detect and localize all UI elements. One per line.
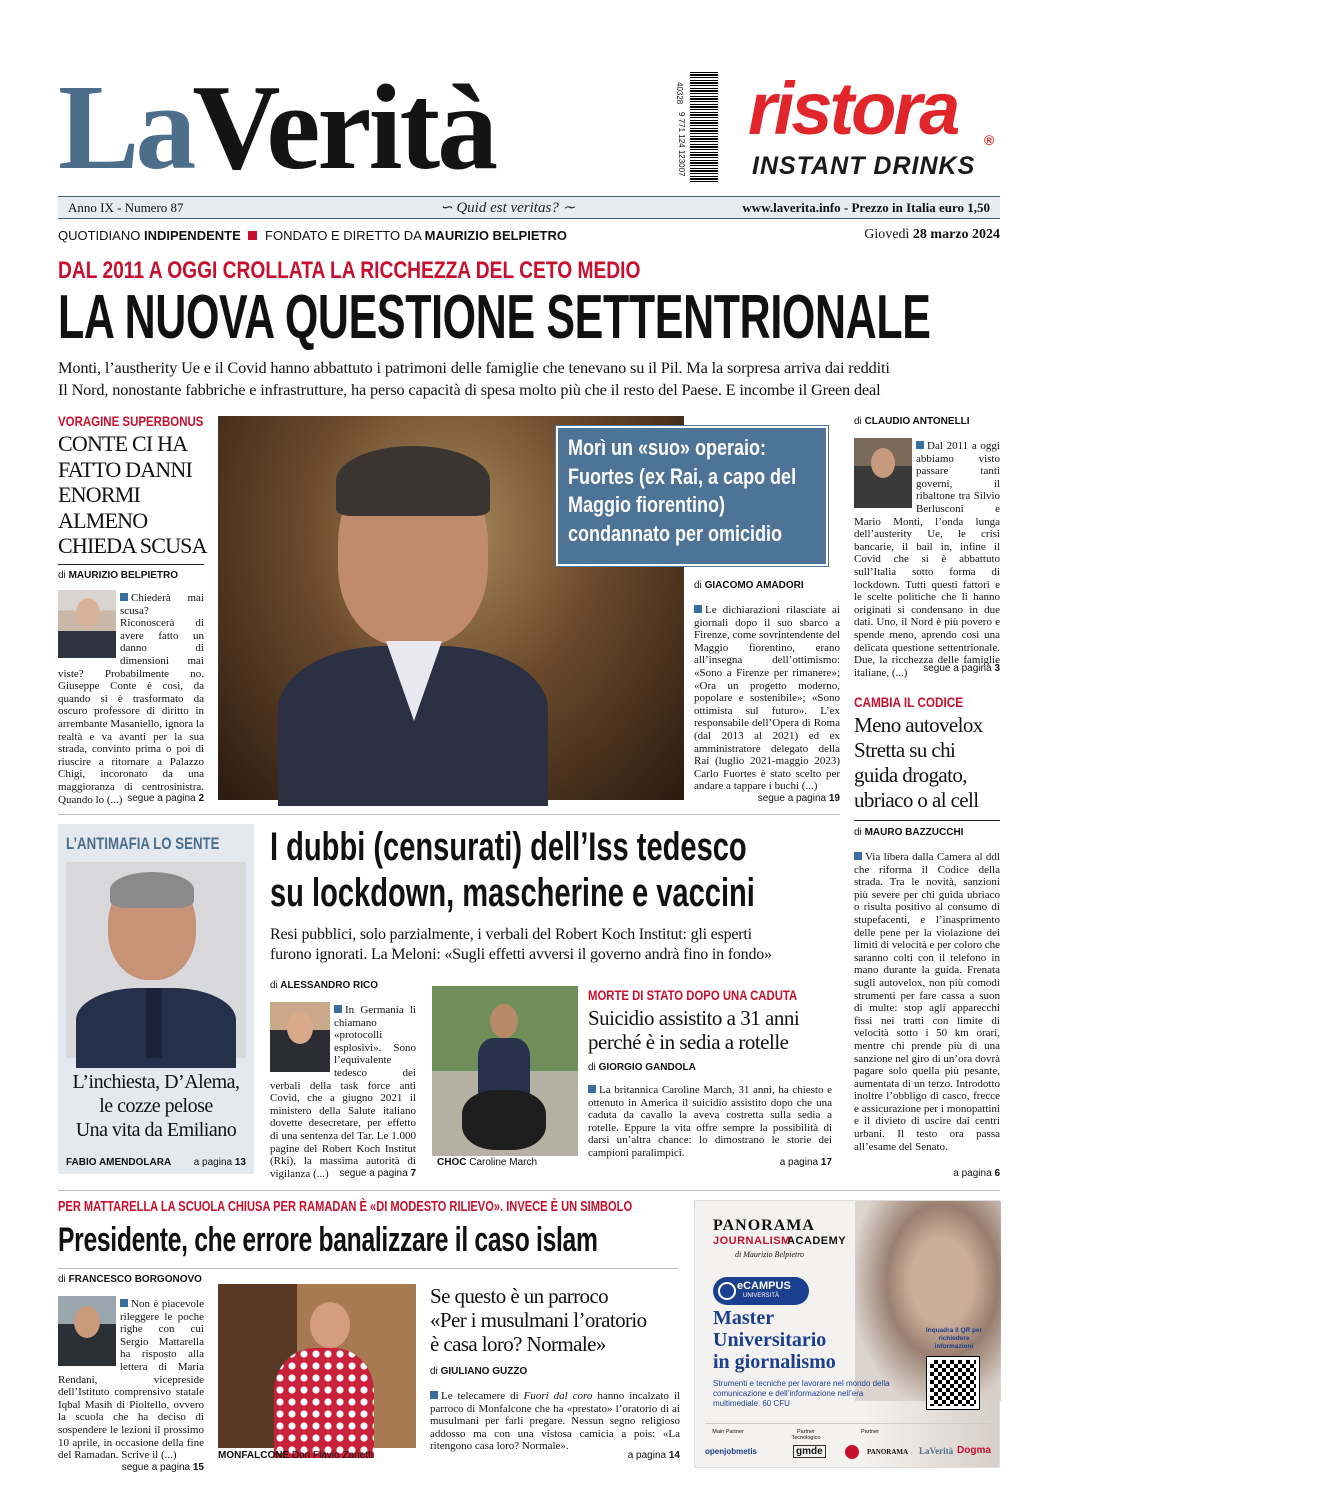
- shirt-shape: [274, 1348, 374, 1458]
- ristora-ad[interactable]: [748, 67, 1000, 184]
- caption-bold: MONFALCONE: [218, 1450, 290, 1461]
- byline-di: di: [854, 416, 862, 427]
- antimafia-kicker: L’ANTIMAFIA LO SENTE: [66, 834, 220, 853]
- ad-title-3: in giornalismo: [713, 1351, 836, 1373]
- paragraph-marker-icon: [588, 1085, 596, 1093]
- face-icon: [310, 1302, 350, 1348]
- byline-author: MAURO BAZZUCCHI: [864, 827, 964, 838]
- follow-page: 13: [234, 1157, 246, 1168]
- partner-logo-icon: [845, 1445, 859, 1459]
- body-text-italic: Fuori dal coro: [523, 1390, 593, 1402]
- caption-line: le cozze pelose: [99, 1095, 213, 1117]
- barcode-bars: [690, 72, 718, 182]
- follow-label: segue a pagina: [339, 1168, 408, 1179]
- suicidio-follow[interactable]: [588, 1157, 832, 1168]
- masthead: [0, 0, 1057, 250]
- parroco-headline-line: Se questo è un parroco: [430, 1284, 609, 1308]
- ecampus-icon: [718, 1282, 736, 1300]
- suicidio-body: [588, 1084, 832, 1160]
- float-spacer: [58, 592, 120, 660]
- ad-sub1: JOURNALISM: [713, 1235, 791, 1247]
- tie-shape: [146, 988, 162, 1058]
- byline-di: di: [270, 980, 278, 991]
- follow-label: a pagina: [627, 1450, 667, 1461]
- body-text: Dal 2011 a oggi abbiamo visto passare tanti governi, il ribaltone tra Silvio Berlusconi e Mario Monti, l’onda lunga dell’austerity Ue, le crisi bancarie, il bail in, infine il Covid che si è abbattuto sull’Italia sotto forma di lockdown. Tutti questi fattori e le scelte politiche che li hanno originati si condensano in due dati. Uno, il Nord è più povero e spende meno, aprendo così una delicata questione settentrionale. Due, la ricchezza delle famiglie italiane, (...): [854, 440, 1000, 679]
- byline-author: CLAUDIO ANTONELLI: [864, 416, 970, 427]
- partner-label-3: Partner: [861, 1429, 880, 1435]
- date-rest: 28 marzo 2024: [912, 227, 1000, 242]
- paragraph-marker-icon: [120, 593, 128, 601]
- islam-kicker: PER MATTARELLA LA SCUOLA CHIUSA PER RAMADAN È «DI MODESTO RILIEVO». INVECE È UN SIMBOLO: [58, 1199, 633, 1215]
- antonelli-follow[interactable]: [854, 663, 1000, 674]
- follow-page: 15: [192, 1462, 204, 1473]
- follow-label: segue a pagina: [127, 793, 196, 804]
- byline-author: GIORGIO GANDOLA: [598, 1062, 696, 1073]
- paragraph-marker-icon: [334, 1005, 342, 1013]
- iss-headline-2: su lockdown, mascherine e vaccini: [270, 871, 755, 915]
- ad-qr-text: Inquadra il QR per richiedere informazioni: [925, 1327, 983, 1350]
- lead-deck-1: Monti, l’austherity Ue e il Covid hanno abbattuto i patrimoni delle famiglie che tenevano su il Pil. Ma la sorpresa arriva dai redditi: [58, 358, 890, 377]
- motto-flourish-left: ∽: [440, 200, 457, 216]
- divider: [58, 564, 204, 565]
- march-photo: [432, 986, 578, 1156]
- islam-follow[interactable]: [58, 1462, 204, 1473]
- antimafia-author: FABIO AMENDOLARA: [66, 1157, 172, 1168]
- codice-headline-line: guida drogato,: [854, 763, 967, 787]
- partner-logo-panorama: PANORAMA: [867, 1448, 909, 1456]
- antonelli-byline: [854, 416, 970, 427]
- lead-kicker: DAL 2011 A OGGI CROLLATA LA RICCHEZZA DEL CETO MEDIO: [58, 257, 641, 284]
- byline-author: FRANCESCO BORGONOVO: [68, 1274, 202, 1285]
- divider: [854, 820, 1000, 821]
- follow-page: 19: [828, 793, 840, 804]
- motto-flourish-right: ∼: [558, 200, 576, 216]
- motto: [440, 198, 575, 217]
- body-text: Le telecamere di: [441, 1390, 519, 1402]
- antimafia-follow[interactable]: [194, 1157, 246, 1168]
- follow-page: 2: [198, 793, 204, 804]
- islam-headline[interactable]: Presidente, che errore banalizzare il caso islam: [58, 1221, 598, 1259]
- caption-text: Don Flavio Zanetti: [291, 1450, 374, 1461]
- tagline-c: FONDATO E DIRETTO DA: [265, 228, 422, 243]
- body-text: La britannica Caroline March, 31 anni, ha chiesto e ottenuto in America il suicidio assistito dopo che una caduta da cavallo la aveva costretta sulla sedia a rotelle. Eppure la vita offre sempre la possibilità di darsi un’altra chance: lo dimostrano le storie dei campioni paralimpici.: [588, 1084, 832, 1159]
- partner-logo-laverita: LaVerità: [919, 1446, 954, 1456]
- iss-headline-1: I dubbi (censurati) dell’Iss tedesco: [270, 825, 747, 869]
- byline-di: di: [854, 827, 862, 838]
- tagline-d: MAURIZIO BELPIETRO: [424, 228, 567, 243]
- panorama-ad[interactable]: [694, 1200, 1000, 1468]
- iss-headline[interactable]: [270, 824, 937, 916]
- body-text: Le dichiarazioni rilasciate ai giornali dopo il suo sbarco a Firenze, come sovrintendente del Maggio fiorentino, erano all’insegna dell’ottimismo: «Sono a Firenze per rimanere»; «Ora un progetto moderno, popolare e sostenibile»; «Sono ottimista sul futuro». L’ex responsabile dell’Opera di Roma (dal 2013 al 2021) ed ex amministratore delegato della Rai (luglio 2021-maggio 2023) Carlo Fuortes è stato scelto per andare a tappare i buchi (...): [694, 604, 841, 793]
- paragraph-marker-icon: [430, 1391, 438, 1399]
- follow-label: segue a pagina: [121, 1462, 191, 1473]
- follow-label: a pagina: [193, 1157, 233, 1168]
- tagline-square-icon: [248, 231, 257, 240]
- logo-verita: Verità: [192, 60, 496, 195]
- body-text: In Germania li chiamano «protocolli esplosivi». Sono l’equivalente tedesco dei verbali della task force anti Covid, che a giugno 2021 il ministero della Salute italiano dovette desecretare, per effetto di una sentenza del Tar. Le 1.000 pagine del Robert Koch Institut (Rki), la massima autorità di vigilanza (...): [270, 1004, 416, 1180]
- byline-author: GIULIANO GUZZO: [440, 1366, 528, 1377]
- conte-follow[interactable]: [58, 793, 204, 804]
- follow-label: a pagina: [953, 1168, 992, 1179]
- parroco-headline[interactable]: [430, 1284, 647, 1356]
- byline-di: di: [588, 1062, 596, 1073]
- wheelchair-icon: [462, 1090, 546, 1150]
- ecampus-logo: eCAMPUS: [737, 1280, 791, 1292]
- follow-page: 6: [994, 1168, 1000, 1179]
- emiliano-photo: [66, 862, 246, 1058]
- lead-deck-2: Il Nord, nonostante fabbriche e infrastrutture, ha perso capacità di spesa molto più che il resto del Paese. E incombe il Green deal: [58, 380, 881, 399]
- ad-title-1: Master: [713, 1307, 775, 1329]
- paragraph-marker-icon: [120, 1299, 128, 1307]
- byline-di: di: [58, 1274, 66, 1285]
- logo-la: La: [58, 60, 193, 195]
- date-day: Giovedì: [864, 227, 910, 242]
- fuortes-box[interactable]: [556, 426, 828, 566]
- suicidio-byline: [588, 1062, 696, 1073]
- lead-headline-wrap: [58, 283, 1317, 352]
- parroco-headline-line: è casa loro? Normale»: [430, 1332, 606, 1356]
- parroco-byline: [430, 1366, 527, 1377]
- byline-di: di: [58, 570, 66, 581]
- antimafia-box[interactable]: [58, 824, 254, 1174]
- islam-headline-wrap: [58, 1220, 805, 1260]
- conte-headline-line: CHIEDA SCUSA: [58, 533, 207, 558]
- suicidio-headline-1[interactable]: Suicidio assistito a 31 anni: [588, 1006, 800, 1030]
- ad-sub3: di Maurizio Belpietro: [735, 1250, 805, 1259]
- codice-headline[interactable]: [854, 713, 1004, 813]
- caption-line: Una vita da Emiliano: [75, 1119, 237, 1141]
- antimafia-caption: [58, 1070, 254, 1142]
- conte-headline-line: ENORMI: [58, 482, 140, 507]
- conte-headline[interactable]: [58, 431, 208, 559]
- byline-author: ALESSANDRO RICO: [280, 980, 379, 991]
- parroco-headline-line: «Per i musulmani l’oratorio: [430, 1308, 647, 1332]
- follow-page: 3: [994, 663, 1000, 674]
- zanetti-caption: [218, 1450, 373, 1461]
- barcode: [672, 72, 720, 182]
- ad-brand: PANORAMA: [713, 1217, 815, 1234]
- parroco-body: [430, 1390, 680, 1454]
- conte-byline: [58, 570, 178, 581]
- ristora-registered: ®: [984, 132, 995, 148]
- section-divider: [58, 1190, 1000, 1191]
- follow-page: 17: [820, 1157, 832, 1168]
- iss-deck-1: Resi pubblici, solo parzialmente, i verbali del Robert Koch Institut: gli esperti: [270, 926, 752, 943]
- divider: [58, 1268, 678, 1269]
- byline-author: MAURIZIO BELPIETRO: [68, 570, 179, 581]
- suicidio-headline-2[interactable]: perché è in sedia a rotelle: [588, 1030, 789, 1054]
- iss-byline: [270, 980, 378, 991]
- partner-label-2: Partner Tecnologico: [791, 1429, 821, 1441]
- paragraph-marker-icon: [916, 441, 924, 449]
- section-divider: [58, 814, 840, 815]
- byline-di: di: [430, 1366, 438, 1377]
- suicidio-kicker: MORTE DI STATO DOPO UNA CADUTA: [588, 988, 798, 1003]
- logo[interactable]: [58, 60, 496, 195]
- qr-code-icon[interactable]: [927, 1357, 979, 1409]
- body-shape: [478, 1038, 530, 1098]
- ecampus-sub: UNIVERSITÀ: [743, 1293, 780, 1299]
- hair-shape: [110, 872, 194, 908]
- fuortes-body: [694, 604, 840, 793]
- parroco-follow[interactable]: [430, 1450, 680, 1461]
- tagline-a: QUOTIDIANO: [58, 228, 141, 243]
- body-text: Non è piacevole rileggere le poche righe con cui Sergio Mattarella ha risposto alla lettera di Maria Rendani, vicepreside dell’Istituto comprensivo statale Iqbal Masih di Pioltello, ovvero la scuola che ha deciso di sospendere le lezioni il prossimo 10 aprile, in occasione della fine del Ramadan. Scrive il (...): [58, 1298, 204, 1462]
- islam-body: [58, 1298, 204, 1462]
- ristora-brand: ristora: [748, 67, 958, 150]
- fuortes-follow[interactable]: [694, 793, 840, 804]
- tagline: [58, 228, 567, 243]
- follow-page: 7: [410, 1168, 416, 1179]
- byline-author: GIACOMO AMADORI: [704, 580, 804, 591]
- zanetti-photo: [218, 1284, 416, 1448]
- partner-label-1: Main Partner: [712, 1429, 744, 1435]
- hair-shape: [336, 446, 490, 516]
- caption-line: L’inchiesta, D’Alema,: [72, 1071, 240, 1093]
- body-text: hanno incalzato il parroco di Monfalcone che ha «prestato» l’oratorio di ai musulmani per farli pregare. Nessun segno religioso addosso ma con una vistosa camicia a pois: «La ritengono casa loro? Normale».: [430, 1390, 680, 1453]
- ad-title-2: Universitario: [713, 1329, 827, 1351]
- follow-label: segue a pagina: [757, 793, 827, 804]
- ad-desc: Strumenti e tecniche per lavorare nel mondo della comunicazione e dell’informazione nell’era multimediale. 60 CFU: [713, 1379, 890, 1408]
- iss-deck-2: furono ignorati. La Meloni: «Sugli effetti avversi il governo andrà fino in fondo»: [270, 946, 772, 963]
- conte-kicker: VORAGINE SUPERBONUS: [58, 413, 204, 429]
- divider: [705, 1423, 991, 1424]
- paragraph-marker-icon: [694, 605, 702, 613]
- issue-number: Anno IX - Numero 87: [68, 200, 184, 215]
- iss-follow[interactable]: [270, 1168, 416, 1179]
- body-text: Via libera dalla Camera al ddl che riforma il Codice della strada. Tra le novità, sanzioni più severe per chi guida ubriaco o risulta positivo al consumo di stupefacenti, e l’inasprimento delle pene per la violazione dei limiti di velocità e per coloro che saranno colti con il telefono in mano durante la guida. Frenata sugli autovelox, non più comodi strumenti per fare cassa a suon di multe: stop agli apparecchi fissi nei tratti con limite di velocità sotto i 50 km orari, mentre chi prende più di una sanzione nel giro di un’ora dovrà pagare solo quella più pesante, aumentata di un terzo. Introdotto inoltre l’obbligo di casco, frecce e assicurazione per i monopattini e il divieto di uscire dai centri urbani. Il testo ora passa all’esame del Senato.: [854, 851, 1001, 1153]
- conte-headline-line: FATTO DANNI: [58, 456, 192, 482]
- codice-kicker: CAMBIA IL CODICE: [854, 694, 964, 710]
- follow-label: a pagina: [779, 1157, 819, 1168]
- barcode-digits: 9 771 124 123007: [677, 112, 686, 177]
- codice-headline-line: ubriaco o al cell: [854, 788, 979, 812]
- codice-follow[interactable]: [854, 1168, 1000, 1179]
- fuortes-box-text: Morì un «suo» operaio: Fuortes (ex Rai, a capo del Maggio fiorentino) condannato per omicidio: [568, 435, 797, 546]
- info-bar: [58, 196, 1000, 219]
- tagline-b: INDIPENDENTE: [143, 228, 241, 243]
- float-spacer: [270, 1004, 334, 1074]
- islam-byline: [58, 1274, 202, 1285]
- partner-logo-openjob: openjobmetis: [705, 1447, 758, 1456]
- ristora-sub: INSTANT DRINKS: [752, 152, 976, 180]
- face-icon: [490, 1004, 518, 1038]
- float-spacer: [854, 440, 916, 510]
- codice-headline-line: Meno autovelox: [854, 713, 983, 737]
- partner-logo-gmde: gmde: [793, 1445, 826, 1458]
- lead-headline[interactable]: LA NUOVA QUESTIONE SETTENTRIONALE: [58, 283, 931, 352]
- conte-headline-line: CONTE CI HA: [58, 431, 188, 456]
- conte-headline-line: ALMENO: [58, 507, 148, 533]
- motto-text: Quid est veritas?: [456, 200, 559, 216]
- follow-page: 14: [668, 1450, 680, 1461]
- float-spacer: [58, 1298, 120, 1368]
- caption-bold: CHOC: [437, 1157, 467, 1168]
- ad-sub2: ACADEMY: [787, 1235, 847, 1247]
- body-text: Chiederà mai scusa? Riconoscerà di avere fatto un danno di dimensioni mai viste? Probabilmente no. Giuseppe Conte è così, da quando si è trasformato da oscuro professore di diritto in arrembante Masaniello, ignora la realtà e va avanti per la sua strada, convinto prima o poi di riuscire a ritornare a Palazzo Chigi, incoronato da una maggioranza di centrosinistra. Quando lo (...): [58, 592, 204, 806]
- issue-date: [864, 227, 1000, 243]
- partner-logo-dogma: Dogma: [957, 1445, 991, 1456]
- fuortes-byline: [694, 580, 804, 591]
- barcode-number: 40328: [675, 82, 684, 105]
- site-price[interactable]: www.laverita.info - Prezzo in Italia euro 1,50: [742, 200, 990, 215]
- byline-di: di: [694, 580, 702, 591]
- caption-text: Caroline March: [469, 1157, 538, 1168]
- march-caption: [437, 1157, 537, 1168]
- follow-label: segue a pagina: [923, 663, 992, 674]
- ecampus-badge: [713, 1277, 809, 1305]
- codice-headline-line: Stretta su chi: [854, 738, 956, 762]
